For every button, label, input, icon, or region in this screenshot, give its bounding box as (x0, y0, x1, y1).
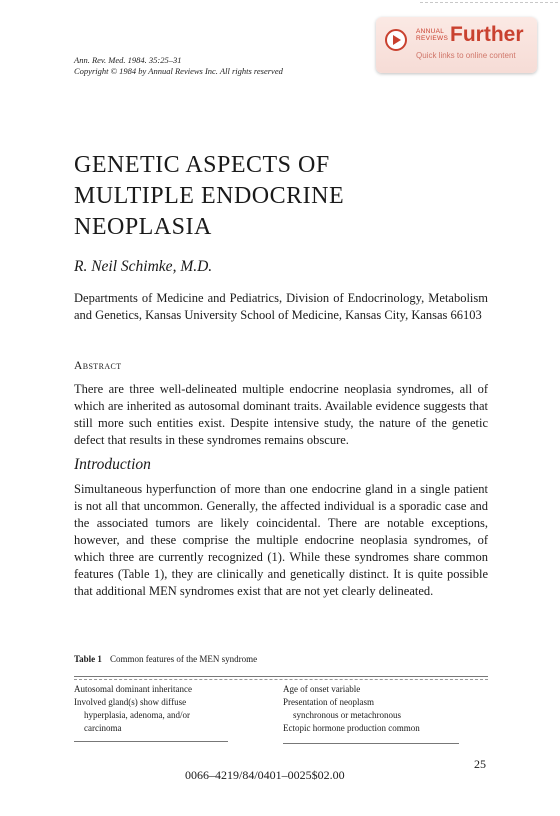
table-cell: Involved gland(s) show diffuse (74, 697, 187, 707)
table-cell: Ectopic hormone production common (283, 723, 420, 733)
author-name: R. Neil Schimke, M.D. (74, 258, 213, 275)
abstract-text: There are three well-delineated multiple endocrine neoplasia syndromes, all of which are inherited as autosomal dominant traits. Available evidence suggests that still more such entities exist. Despite intensive study, the nature of the genetic defect that results in these syndromes remains obscure. (74, 382, 488, 447)
author-affiliation: Departments of Medicine and Pediatrics, Division of Endocrinology, Metabolism and Genetics, Kansas University School of Medicine, Kansas City, Kansas 66103 (74, 291, 488, 322)
table-bottom-rule-right (283, 743, 459, 744)
table-right-column (283, 683, 493, 735)
table-cell: hyperplasia, adenoma, and/or (84, 710, 190, 720)
introduction-text: Simultaneous hyperfunction of more than one endocrine gland in a single patient is not all that uncommon. Generally, the affected individual is a sporadic case and the associated tumors are likely coincidental. There are notable exceptions, however, and these comprise the multiple endocrine neoplasia syndromes, of which three are currently recognized (1). While these syndromes share common features (Table 1), they are clinically and genetically distinct. It is quite possible that additional MEN syndromes exist that are not yet clearly delineated. (74, 482, 488, 598)
further-banner[interactable] (376, 17, 537, 73)
journal-header (74, 55, 283, 77)
table-caption-text: Common features of the MEN syndrome (109, 654, 258, 664)
table-label: Table 1 (74, 654, 102, 664)
table-caption (74, 654, 257, 664)
copyright-line: Copyright © 1984 by Annual Reviews Inc. All rights reserved (74, 66, 283, 76)
play-icon (385, 29, 407, 51)
further-label: Further (450, 23, 524, 46)
top-dashed-line (420, 2, 558, 3)
article-code: 0066–4219/84/0401–0025$02.00 (185, 768, 345, 782)
introduction-heading: Introduction (74, 456, 151, 473)
table-bottom-rule-left (74, 741, 228, 742)
banner-tagline: Quick links to online content (416, 51, 516, 60)
table-cell: Age of onset variable (283, 684, 361, 694)
article-title: GENETIC ASPECTS OF MULTIPLE ENDOCRINE NEOPLASIA (74, 152, 345, 240)
journal-citation: Ann. Rev. Med. 1984. 35:25–31 (74, 55, 182, 65)
table-cell: synchronous or metachronous (293, 710, 401, 720)
table-cell: carcinoma (84, 723, 122, 733)
table-top-rule-secondary (74, 679, 488, 680)
abstract-heading: Abstract (74, 360, 122, 372)
table-left-column (74, 683, 274, 735)
annual-reviews-logo-text: ANNUAL REVIEWS (416, 28, 449, 42)
table-top-rule (74, 676, 488, 677)
table-cell: Presentation of neoplasm (283, 697, 374, 707)
page-number: 25 (474, 757, 486, 771)
table-cell: Autosomal dominant inheritance (74, 684, 192, 694)
